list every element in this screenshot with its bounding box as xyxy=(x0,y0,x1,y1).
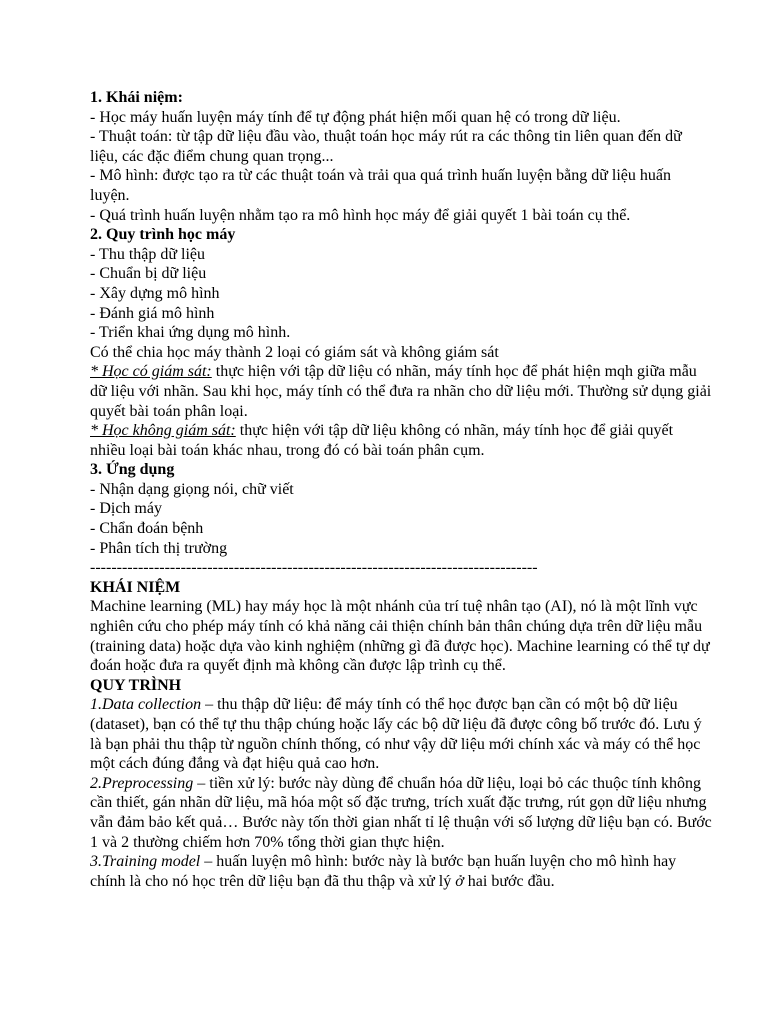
unsupervised-label: * Học không giám sát: xyxy=(90,422,236,440)
application-item: - Dịch máy xyxy=(90,500,162,518)
training-emphasis: ở xyxy=(455,872,464,890)
heading-khai-niem-2: KHÁI NIỆM xyxy=(90,578,181,596)
step-item: - Xây dựng mô hình xyxy=(90,284,220,302)
training-paragraph xyxy=(90,852,712,891)
dashed-divider: ------------------------------------------------------------------------------------ xyxy=(90,559,538,577)
heading-quy-trinh-2: QUY TRÌNH xyxy=(90,676,182,694)
line-hoc-may: - Học máy huấn luyện máy tính để tự động phát hiện mối quan hệ có trong dữ liệu. xyxy=(90,108,621,126)
classification-intro: Có thể chia học máy thành 2 loại có giám sát và không giám sát xyxy=(90,343,499,361)
heading-ung-dung: 3. Ứng dụng xyxy=(90,461,175,479)
document-page xyxy=(90,88,712,891)
preprocessing-text: – tiền xử lý: bước này dùng để chuẩn hóa dữ liệu, loại bỏ các thuộc tính không cần thiết, gán nhãn dữ liệu, mã hóa một số đặc trưng, trích xuất đặc trưng, rút gọn dữ liệu nhưng vẫn đảm bảo kết quả… Bước này tốn thời gian nhất tỉ lệ thuận với số lượng dữ liệu bạn có. Bước 1 và 2 thường chiếm hơn 70% tổng thời gian thực hiện. xyxy=(90,774,712,851)
application-item: - Nhận dạng giọng nói, chữ viết xyxy=(90,480,294,498)
step-item: - Chuẩn bị dữ liệu xyxy=(90,265,207,283)
data-collection-paragraph xyxy=(90,695,712,773)
preprocessing-label: 2.Preprocessing xyxy=(90,774,194,792)
training-text: – huấn luyện mô hình: bước này là bước bạn huấn luyện cho mô hình hay chính là cho nó học trên dữ liệu bạn đã thu thập và xử lý xyxy=(90,853,677,890)
unsupervised-paragraph xyxy=(90,421,712,460)
unsupervised-text: thực hiện với tập dữ liệu không có nhãn, máy tính học để giải quyết nhiều loại bài toán khác nhau, trong đó có bài toán phân cụm. xyxy=(90,422,674,459)
step-item: - Đánh giá mô hình xyxy=(90,304,215,322)
line-qua-trinh: - Quá trình huấn luyện nhằm tạo ra mô hình học máy để giải quyết 1 bài toán cụ thể. xyxy=(90,206,631,224)
line-thuat-toan: - Thuật toán: từ tập dữ liệu đầu vào, thuật toán học máy rút ra các thông tin liên quan đến dữ liệu, các đặc điểm chung quan trọng... xyxy=(90,128,682,165)
data-collection-label: 1.Data collection xyxy=(90,696,202,714)
training-label: 3.Training model xyxy=(90,853,201,871)
training-text-end: hai bước đầu. xyxy=(463,872,555,890)
heading-quy-trinh: 2. Quy trình học máy xyxy=(90,226,236,244)
application-item: - Phân tích thị trường xyxy=(90,539,228,557)
step-item: - Thu thập dữ liệu xyxy=(90,245,206,263)
data-collection-text: – thu thập dữ liệu: để máy tính có thể học được bạn cần có một bộ dữ liệu (dataset), bạn có thể tự thu thập chúng hoặc lấy các bộ dữ liệu đã được công bố trước đó. Lưu ý là bạn phải thu thập từ nguồn chính thống, có như vậy dữ liệu mới chính xác và máy có thể học một cách đúng đắng và đạt hiệu quả cao hơn. xyxy=(90,696,702,773)
supervised-paragraph xyxy=(90,362,712,421)
heading-khai-niem: 1. Khái niệm: xyxy=(90,89,183,106)
ml-definition: Machine learning (ML) hay máy học là một nhánh của trí tuệ nhân tạo (AI), nó là một lĩnh vực nghiên cứu cho phép máy tính có khả năng cải thiện chính bản thân chúng dựa trên dữ liệu mẫu (training data) hoặc dựa vào kinh nghiệm (những gì đã được học). Machine learning có thể tự dự đoán hoặc đưa ra quyết định mà không cần được lập trình cụ thể. xyxy=(90,598,710,675)
preprocessing-paragraph xyxy=(90,774,712,852)
supervised-label: * Học có giám sát: xyxy=(90,363,212,381)
step-item: - Triển khai ứng dụng mô hình. xyxy=(90,324,291,342)
supervised-text: thực hiện với tập dữ liệu có nhãn, máy tính học để phát hiện mqh giữa mẫu dữ liệu với nhãn. Sau khi học, máy tính có thể đưa ra nhãn cho dữ liệu mới. Thường sử dụng giải quyết bài toán phân loại. xyxy=(90,363,712,420)
application-item: - Chẩn đoán bệnh xyxy=(90,520,204,538)
line-mo-hinh: - Mô hình: được tạo ra từ các thuật toán và trải qua quá trình huấn luyện bằng dữ liệu huấn luyện. xyxy=(90,167,671,204)
